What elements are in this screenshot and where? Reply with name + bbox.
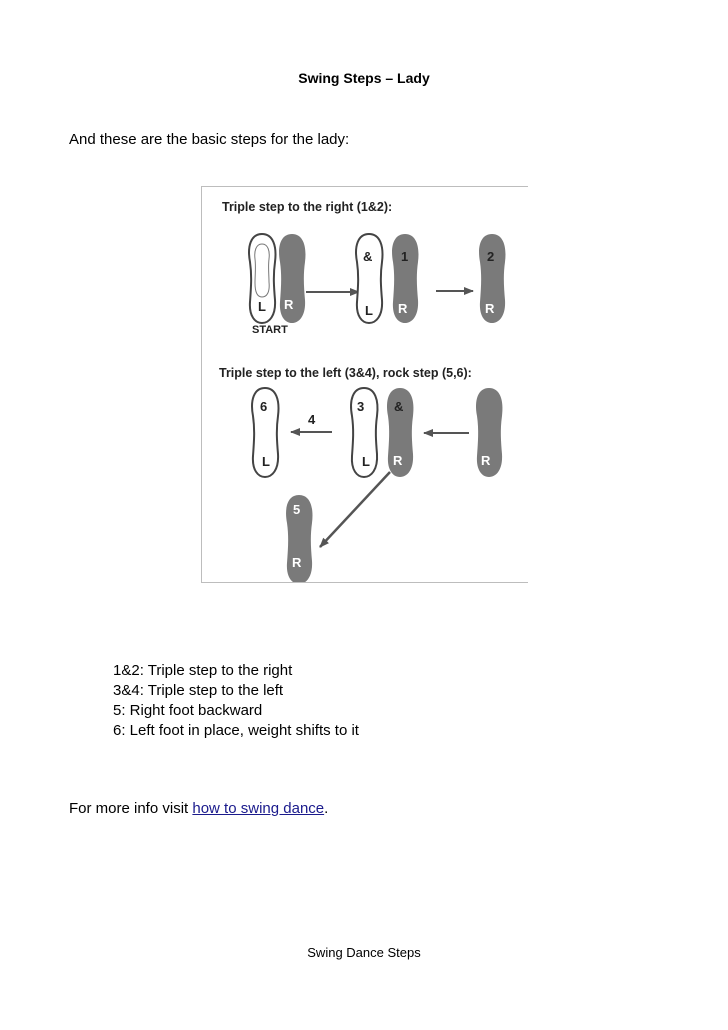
heading-right: Triple step to the right (1&2): <box>222 200 393 214</box>
label-l-6: L <box>262 454 270 469</box>
count-3: 3 <box>357 399 365 414</box>
count-and-1: & <box>363 249 373 264</box>
label-r-1: R <box>398 301 408 316</box>
more-info-prefix: For more info visit <box>69 800 193 817</box>
swing-dance-link[interactable]: how to swing dance <box>192 800 325 817</box>
list-item: 1&2: Triple step to the right <box>113 662 293 679</box>
more-info-suffix: . <box>324 800 329 817</box>
label-l-3: L <box>362 454 370 469</box>
count-1: 1 <box>401 249 409 264</box>
label-r-and: R <box>393 453 403 468</box>
heading-left: Triple step to the left (3&4), rock step (5,6): <box>219 366 472 380</box>
label-r-2: R <box>485 301 495 316</box>
count-and-2: & <box>394 399 404 414</box>
footer-text: Swing Dance Steps <box>307 945 421 960</box>
count-6: 6 <box>260 399 268 414</box>
list-item: 5: Right foot backward <box>113 702 263 719</box>
label-r-row2: R <box>481 453 491 468</box>
label-l-start: L <box>258 299 266 314</box>
intro-text: And these are the basic steps for the lady: <box>69 131 350 148</box>
label-l-and: L <box>365 303 373 318</box>
label-r-5: R <box>292 555 302 570</box>
start-label: START <box>252 324 288 336</box>
arrow-back-5 <box>320 472 390 547</box>
page-footer <box>0 945 728 960</box>
swing-steps-diagram <box>201 186 528 583</box>
steps-list <box>113 661 359 741</box>
label-r-start: R <box>284 297 294 312</box>
more-info-line <box>69 800 328 817</box>
count-5: 5 <box>293 502 301 517</box>
page-title: Swing Steps – Lady <box>298 70 430 86</box>
count-2: 2 <box>487 249 495 264</box>
list-item: 3&4: Triple step to the left <box>113 682 284 699</box>
list-item: 6: Left foot in place, weight shifts to it <box>113 722 359 739</box>
count-4: 4 <box>308 412 316 427</box>
